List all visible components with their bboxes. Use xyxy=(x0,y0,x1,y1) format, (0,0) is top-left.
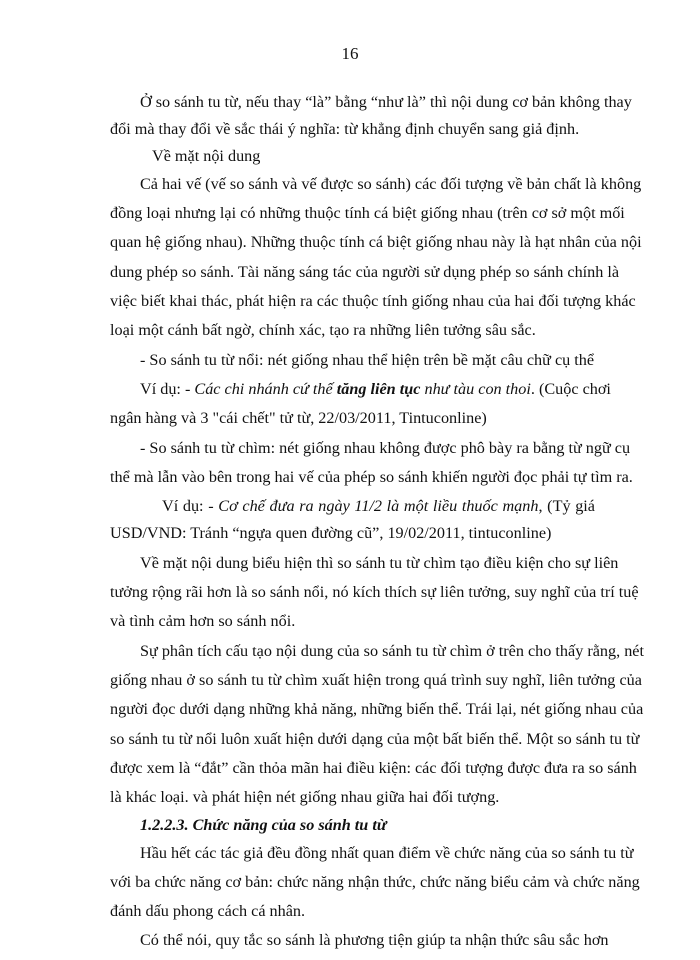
paragraph-line: Hầu hết các tác giả đều đồng nhất quan điểm về chức năng của so sánh tu từ xyxy=(140,844,634,862)
paragraph-line: và tình cảm hơn so sánh nổi. xyxy=(110,612,296,630)
paragraph-line: so sánh tu từ nổi luôn xuất hiện dưới dạng của một bất biến thể. Một so sánh tu từ xyxy=(110,730,640,748)
section-subheading: Về mặt nội dung xyxy=(152,147,261,165)
paragraph-line: quan hệ giống nhau). Những thuộc tính cá biệt giống nhau này là hạt nhân của nội xyxy=(110,233,642,251)
paragraph-line: - So sánh tu từ chìm: nét giống nhau không được phô bày ra bằng từ ngữ cụ xyxy=(140,439,631,457)
paragraph-line: Ở so sánh tu từ, nếu thay “là” bằng “như là” thì nội dung cơ bản không thay xyxy=(140,93,632,111)
page-number: 16 xyxy=(341,44,359,63)
paragraph-line: được xem là “đắt” cần thỏa mãn hai điều kiện: các đối tượng được đưa ra so sánh xyxy=(110,759,637,777)
paragraph-line: dung phép so sánh. Tài năng sáng tác của người sử dụng phép so sánh chính là xyxy=(110,263,620,281)
paragraph-line: Cả hai vế (vế so sánh và vế được so sánh) các đối tượng về bản chất là không xyxy=(140,175,642,193)
example-label: Ví dụ: - xyxy=(140,380,195,398)
example-source: . (Cuộc chơi xyxy=(530,380,611,398)
example-line xyxy=(140,375,611,403)
example-quote: - Cơ chế đưa ra ngày 11/2 là một liều thuốc mạnh xyxy=(208,497,539,515)
paragraph-line: loại một cánh bất ngờ, chính xác, tạo ra những liên tưởng sâu sắc. xyxy=(110,321,536,339)
example-quote-end: như tàu con thoi xyxy=(420,380,531,398)
paragraph-line: giống nhau ở so sánh tu từ chìm xuất hiện trong quá trình suy nghĩ, liên tưởng của xyxy=(110,671,642,689)
example-label: Ví dụ: xyxy=(162,497,209,515)
example-line xyxy=(162,492,595,520)
section-heading: 1.2.2.3. Chức năng của so sánh tu từ xyxy=(140,816,387,834)
paragraph-line: tưởng rộng rãi hơn là so sánh nổi, nó kích thích sự liên tưởng, suy nghĩ của trí tuệ xyxy=(110,583,639,601)
paragraph-line: đánh dấu phong cách cá nhân. xyxy=(110,902,306,920)
paragraph-line: Có thể nói, quy tắc so sánh là phương tiện giúp ta nhận thức sâu sắc hơn xyxy=(140,931,609,949)
example-source: , (Tỷ giá xyxy=(538,497,595,515)
paragraph-line: đồng loại nhưng lại có những thuộc tính cá biệt giống nhau (trên cơ sở một mối xyxy=(110,204,625,222)
paragraph-line: ngân hàng và 3 "cái chết" tử từ, 22/03/2011, Tintuconline) xyxy=(110,409,487,427)
example-quote: Các chi nhánh cứ thế xyxy=(194,380,337,398)
paragraph-line: là khác loại. và phát hiện nét giống nhau giữa hai đối tượng. xyxy=(110,788,500,806)
paragraph-line: - So sánh tu từ nổi: nét giống nhau thể hiện trên bề mặt câu chữ cụ thể xyxy=(140,351,595,369)
paragraph-line: việc biết khai thác, phát hiện ra các thuộc tính giống nhau của hai đối tượng khác xyxy=(110,292,636,310)
example-emphasis: tăng liên tục xyxy=(336,380,421,398)
paragraph-line: thể mà lẫn vào bên trong hai vế của phép so sánh khiến người đọc phải tự tìm ra. xyxy=(110,468,633,486)
paragraph-line: Về mặt nội dung biểu hiện thì so sánh tu từ chìm tạo điều kiện cho sự liên xyxy=(140,554,619,572)
paragraph-line: với ba chức năng cơ bản: chức năng nhận thức, chức năng biểu cảm và chức năng xyxy=(110,873,640,891)
paragraph-line: đổi mà thay đổi về sắc thái ý nghĩa: từ khẳng định chuyển sang giả định. xyxy=(110,120,580,138)
paragraph-line: người đọc dưới dạng những khả năng, những biến thể. Trái lại, nét giống nhau của xyxy=(110,700,644,718)
paragraph-line: USD/VND: Tránh “ngựa quen đường cũ”, 19/02/2011, tintuconline) xyxy=(110,524,552,542)
paragraph-line: Sự phân tích cấu tạo nội dung của so sánh tu từ chìm ở trên cho thấy rằng, nét xyxy=(140,642,644,660)
